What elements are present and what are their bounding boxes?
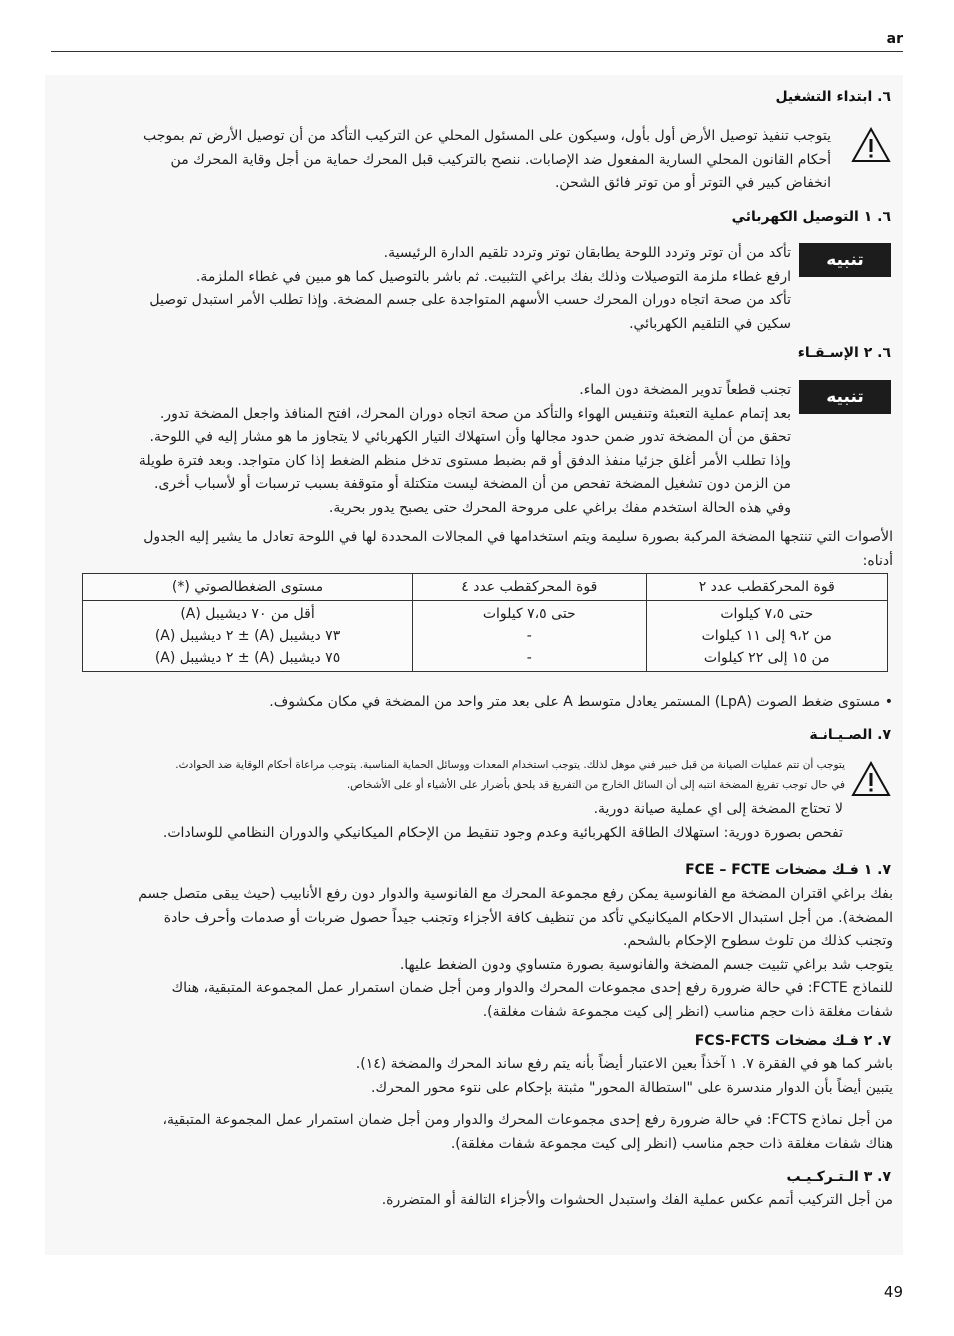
table-row	[83, 601, 888, 672]
warning-triangle-icon	[851, 127, 891, 163]
table-cell: أقل من ٧٠ ديشيبل (A) ٧٣ ديشيبل (A) ± ٢ ديشيبل (A) ٧٥ ديشيبل (A) ± ٢ ديشيبل (A)	[83, 601, 413, 672]
section-6-1-text: تأكد من أن توتر وتردد اللوحة يطابقان توتر وتردد تلقيم الدارة الرئيسية. ارفع غطاء ملزمة التوصيلات وذلك بفك براغي التثبيت. ثم باشر بالتوصيل كما هو مبين في غطاء الملزمة. تأكد من صحة اتجاه دوران المحرك حسب الأسهم المتواجدة على جسم المضخة. وإذا تطلب الأمر استبدل توصيل سكين في التلقيم الكهربائي.	[149, 245, 791, 332]
warning-triangle-icon	[851, 761, 891, 797]
header-rule	[51, 51, 903, 52]
table-header-cell: قوة المحركقطب عدد ٤	[413, 574, 646, 601]
table-cell: حتى ٧،٥ كيلوات - -	[413, 601, 646, 672]
page-number: 49	[883, 1283, 903, 1301]
table-cell: حتى ٧،٥ كيلوات من ٩،٢ إلى ١١ كيلوات من ١٥ إلى ٢٢ كيلوات	[646, 601, 888, 672]
language-code: ar	[886, 31, 903, 47]
noise-intro: الأصوات التي تنتجها المضخة المركبة بصورة سليمة ويتم استخدامها في المجالات المحددة لها في اللوحة تعادل ما يشير إليه الجدول أدناه:	[143, 529, 893, 569]
section-6-2-title: ٦. ٢ الإسـقـاء	[797, 345, 891, 361]
section-7-2-text: باشر كما هو في الفقرة ٧. ١ آخذاً بعين الاعتبار أيضاً بأنه يتم رفع ساند المحرك والمضخة (١٤). يتبين أيضاً بأن الدوار مندسرة على "استطالة المحور" مثبتة بإحكام على نتوء محور المحرك.	[355, 1056, 893, 1096]
noise-note: • مستوى ضغط الصوت (LpA) المستمر يعادل متوسط A على بعد متر واحد من المضخة في مكان مكشوف.	[269, 694, 893, 710]
noise-table	[82, 573, 888, 672]
section-7-3-title: ٧. ٣ الـتـركـيـب	[786, 1169, 891, 1185]
section-6-title: ٦. ابتداء التشغيل	[775, 89, 891, 105]
table-header-cell: قوة المحركقطب عدد ٢	[646, 574, 888, 601]
section-7-1-title: ٧. ١ فـك مضخات FCE – FCTE	[685, 862, 891, 878]
section-6-intro: يتوجب تنفيذ توصيل الأرض أول بأول، وسيكون على المسئول المحلي عن التركيب التأكد من أن توصيل الأرض تم بموجب أحكام القانون المحلي السارية المفعول ضد الإصابات. ننصح بالتركيب قبل المحرك حماية من أجل وقاية المحرك من انخفاض كبير في التوتر أو من توتر فائق الشحن.	[142, 128, 831, 191]
section-7-2-fcts-text: من أجل نماذج FCTS: في حالة ضرورة رفع إحدى مجموعات المحرك والدوار ومن أجل ضمان استمرار عمل المجموعة المتبقية، هناك شفات مغلقة ذات حجم مناسب (انظر إلى كيت مجموعة شفات مغلقة).	[162, 1112, 893, 1152]
section-7-warning: يتوجب أن تتم عمليات الصيانة من قبل خبير فني موهل لذلك. يتوجب استخدام المعدات ووسائل الحماية المناسبة. يتوجب مراعاة أحكام الوقاية ضد الحوادث. في حال توجب تفريغ المضخة انتبه إلى أن السائل الخارج من التفريغ قد يلحق بأضرار على الأشياء أو على الأشخاص.	[175, 759, 845, 791]
caution-badge: تنبيه	[799, 243, 891, 277]
section-6-2-text: تجنب قطعاً تدوير المضخة دون الماء. بعد إتمام عملية التعبئة وتنفيس الهواء والتأكد من صحة اتجاه دوران المحرك، افتح المنافذ واجعل المضخة تدور. تحقق من أن المضخة تدور ضمن حدود مجالها وأن استهلاك التيار الكهربائي لا يتجاوز ما هو مشار إليه في اللوحة. وإذا تطلب الأمر أغلق جزئيا منفذ الدفق أو قم بضبط مستوى تدخل منظم الضغط إذا كان متواجد. وبعد فترة طويلة من الزمن دون تشغيل المضخة تفحص من أن المضخة ليست متكتلة أو متوقفة بسبب ترسبات أو لأسباب أخرى. وفي هذه الحالة استخدم مفك براغي على مروحة المحرك حتى يصبح يدور بحرية.	[138, 382, 791, 516]
section-6-1-title: ٦. ١ التوصيل الكهربائي	[731, 209, 891, 225]
table-header-cell: مستوى الضغطالصوتي (*)	[83, 574, 413, 601]
section-7-3-text: من أجل التركيب أتمم عكس عملية الفك واستبدل الحشوات والأجزاء التالفة أو المتضررة.	[381, 1192, 893, 1208]
section-7-1-text: بفك براغي اقتران المضخة مع الفانوسية يمكن رفع مجموعة المحرك مع الفانوسية والدوار دون رفع الأنابيب (حيث يبقى متصل جسم المضخة). من أجل استبدال الاحكام الميكانيكي تأكد من تنظيف كافة الأجزاء وتجنب جيداً حصول ضربات أو صدمات وأحرف حادة وتجنب كذلك من تلوث سطوح الإحكام بالشحم. يتوجب شد براغي تثبيت جسم المضخة والفانوسية بصورة متساوي ودون الضغط عليها. للنماذج FCTE: في حالة ضرورة رفع إحدى مجموعات المحرك والدوار ومن أجل ضمان استمرار عمل المجموعة المتبقية، هناك شفات مغلقة ذات حجم مناسب (انظر إلى كيت مجموعة شفات مغلقة).	[138, 886, 893, 1020]
section-7-text: لا تحتاج المضخة إلى اي عملية صيانة دورية. تفحص بصورة دورية: استهلاك الطاقة الكهربائية وعدم وجود تنقيط من الإحكام الميكانيكي والدوران النظامي للوسادات.	[162, 801, 843, 841]
section-7-title: ٧. الصـيـانـة	[809, 727, 891, 743]
scanned-page	[45, 75, 903, 1255]
table-header-row	[83, 574, 888, 601]
caution-badge: تنبيه	[799, 380, 891, 414]
section-7-2-title: ٧. ٢ فـك مضخات FCS-FCTS	[694, 1033, 891, 1049]
